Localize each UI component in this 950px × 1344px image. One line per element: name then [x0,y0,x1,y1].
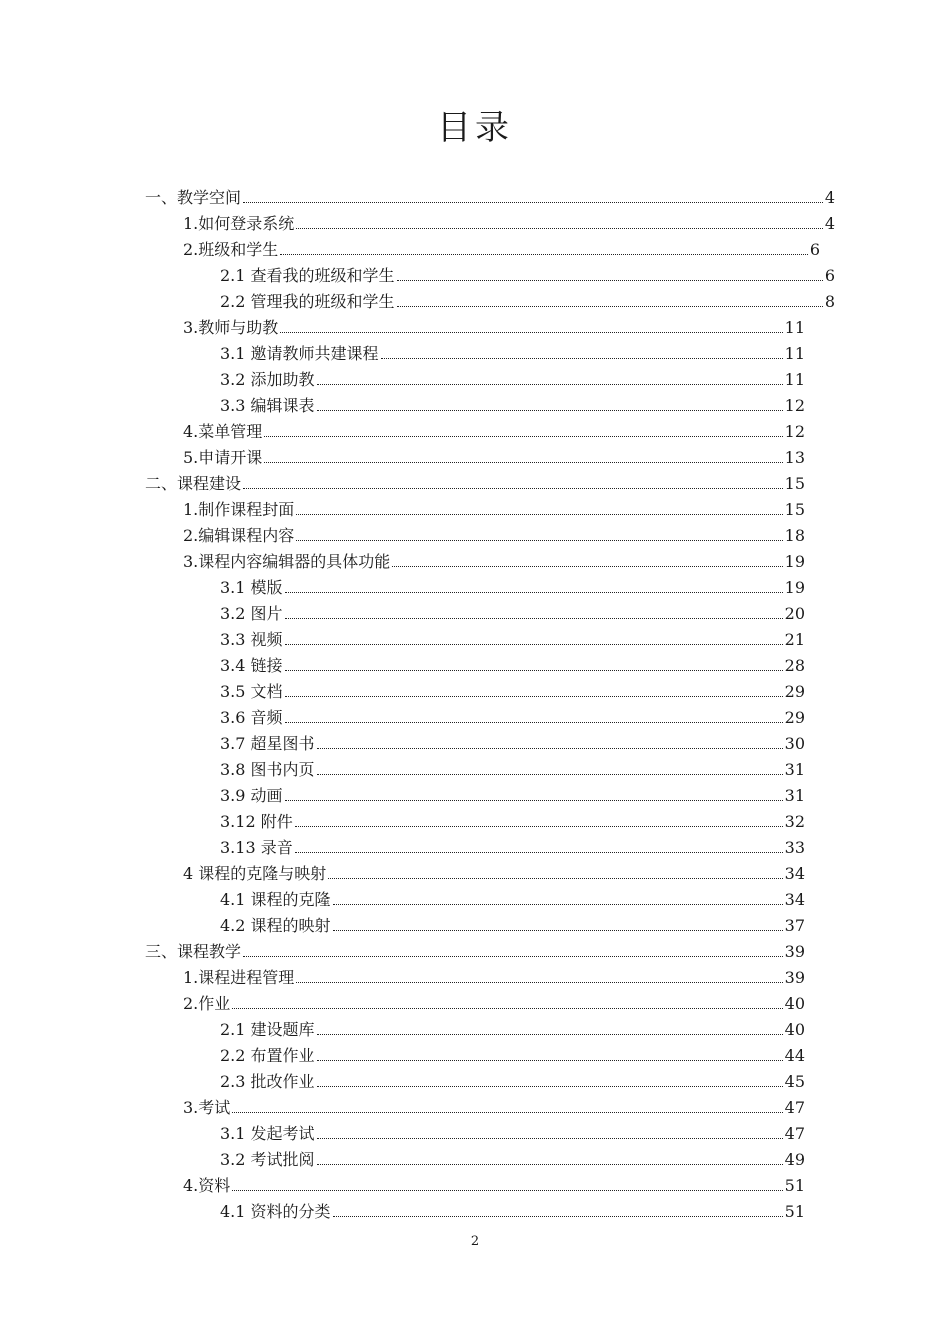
page-number: 2 [470,1234,480,1249]
toc-entry[interactable] [220,910,805,936]
toc-entry-page: 44 [784,1046,805,1065]
toc-leader-dots [285,618,783,619]
toc-entry[interactable] [220,832,805,858]
toc-entry-label: 3.1 模版 [220,578,283,597]
toc-entry[interactable] [183,442,805,468]
toc-entry-page: 15 [784,474,805,493]
toc-entry[interactable] [183,312,805,338]
toc-leader-dots [296,540,782,541]
toc-entry-page: 15 [784,500,805,519]
toc-leader-dots [232,1112,782,1113]
toc-entry[interactable] [183,416,805,442]
toc-leader-dots [381,358,783,359]
toc-leader-dots [317,1086,783,1087]
toc-entry-page: 11 [784,344,805,363]
toc-entry-page: 33 [784,838,805,857]
toc-entry[interactable] [220,702,805,728]
toc-leader-dots [317,1060,783,1061]
toc-entry-label: 2.编辑课程内容 [183,526,295,545]
toc-entry-label: 2.1 查看我的班级和学生 [220,266,395,285]
toc-entry-label: 3.4 链接 [220,656,283,675]
toc-leader-dots [296,982,782,983]
toc-entry-label: 3.9 动画 [220,786,283,805]
toc-entry[interactable] [183,1092,805,1118]
toc-entry[interactable] [220,338,805,364]
toc-entry-page: 28 [784,656,805,675]
toc-entry-label: 1.课程进程管理 [183,968,295,987]
toc-entry-page: 20 [784,604,805,623]
toc-entry[interactable] [220,624,805,650]
toc-entry-label: 3.3 编辑课表 [220,396,315,415]
toc-leader-dots [317,410,783,411]
toc-entry-page: 31 [784,760,805,779]
toc-leader-dots [295,852,783,853]
toc-leader-dots [333,904,783,905]
toc-leader-dots [285,670,783,671]
toc-entry-label: 4 课程的克隆与映射 [183,864,327,883]
toc-entry-page: 19 [784,578,805,597]
toc-leader-dots [392,566,782,567]
toc-entry-label: 3.8 图书内页 [220,760,315,779]
toc-entry-label: 3.3 视频 [220,630,283,649]
toc-entry-label: 5.申请开课 [183,448,263,467]
toc-entry-label: 3.5 文档 [220,682,283,701]
toc-entry-page: 12 [784,396,805,415]
toc-entry[interactable] [183,988,805,1014]
toc-entry[interactable] [183,494,805,520]
toc-entry-page: 18 [784,526,805,545]
toc-entry[interactable] [220,806,805,832]
toc-leader-dots [333,930,783,931]
toc-leader-dots [296,514,782,515]
toc-entry[interactable] [220,676,805,702]
toc-entry[interactable] [220,1118,805,1144]
toc-leader-dots [317,748,783,749]
toc-entry-label: 3.2 考试批阅 [220,1150,315,1169]
toc-leader-dots [397,306,823,307]
toc-entry[interactable] [220,1014,805,1040]
toc-entry-label: 1.如何登录系统 [183,214,295,233]
toc-entry-page: 39 [784,968,805,987]
toc-entry[interactable] [183,1170,805,1196]
toc-entry-label: 1.制作课程封面 [183,500,295,519]
toc-entry-label: 2.班级和学生 [183,240,279,259]
toc-entry-page: 8 [824,292,835,311]
toc-leader-dots [285,696,783,697]
toc-entry-label: 3.13 录音 [220,838,293,857]
toc-leader-dots [285,592,783,593]
toc-entry-label: 2.1 建设题库 [220,1020,315,1039]
toc-entry-page: 6 [809,240,820,259]
toc-entry[interactable] [220,260,835,286]
toc-entry[interactable] [183,208,835,234]
toc-leader-dots [264,436,782,437]
toc-entry-page: 34 [784,864,805,883]
toc-leader-dots [397,280,823,281]
toc-entry[interactable] [220,1040,805,1066]
toc-leader-dots [232,1190,782,1191]
toc-leader-dots [333,1216,783,1217]
toc-entry-label: 三、课程教学 [145,942,242,961]
toc-entry[interactable] [220,364,805,390]
toc-entry[interactable] [220,390,805,416]
toc-entry-page: 40 [784,1020,805,1039]
toc-leader-dots [264,462,782,463]
toc-entry[interactable] [145,468,805,494]
toc-leader-dots [285,722,783,723]
toc-leader-dots [328,878,782,879]
toc-leader-dots [317,1138,783,1139]
toc-entry-page: 39 [784,942,805,961]
toc-entry-label: 3.考试 [183,1098,231,1117]
toc-leader-dots [243,488,783,489]
toc-entry-page: 11 [784,318,805,337]
toc-entry-label: 2.2 布置作业 [220,1046,315,1065]
toc-entry-page: 4 [824,214,835,233]
toc-entry[interactable] [220,884,805,910]
toc-entry-page: 47 [784,1124,805,1143]
toc-entry-page: 30 [784,734,805,753]
toc-entry-page: 12 [784,422,805,441]
toc-entry-page: 45 [784,1072,805,1091]
toc-entry-label: 3.12 附件 [220,812,293,831]
toc-entry-page: 29 [784,682,805,701]
toc-entry-label: 3.1 发起考试 [220,1124,315,1143]
toc-entry[interactable] [145,936,805,962]
toc-entry-page: 51 [784,1176,805,1195]
toc-entry-label: 4.菜单管理 [183,422,263,441]
toc-entry-page: 19 [784,552,805,571]
toc-entry-page: 32 [784,812,805,831]
toc-leader-dots [317,774,783,775]
toc-entry-page: 47 [784,1098,805,1117]
toc-entry[interactable] [183,858,805,884]
toc-leader-dots [280,332,782,333]
toc-entry[interactable] [220,780,805,806]
toc-entry-page: 49 [784,1150,805,1169]
toc-leader-dots [285,800,783,801]
toc-entry-label: 3.2 添加助教 [220,370,315,389]
toc-leader-dots [295,826,783,827]
toc-leader-dots [243,956,783,957]
toc-entry[interactable] [220,1066,805,1092]
toc-entry-label: 2.2 管理我的班级和学生 [220,292,395,311]
toc-leader-dots [243,202,823,203]
toc-entry-label: 3.教师与助教 [183,318,279,337]
toc-entry-page: 40 [784,994,805,1013]
toc-entry-label: 二、课程建设 [145,474,242,493]
toc-entry[interactable] [220,1196,805,1222]
toc-entry-label: 2.3 批改作业 [220,1072,315,1091]
toc-entry-label: 3.课程内容编辑器的具体功能 [183,552,391,571]
toc-entry-label: 2.作业 [183,994,231,1013]
toc-entry[interactable] [220,728,805,754]
toc-entry-label: 3.6 音频 [220,708,283,727]
toc-entry-page: 21 [784,630,805,649]
toc-entry-page: 51 [784,1202,805,1221]
toc-entry-page: 6 [824,266,835,285]
toc-leader-dots [285,644,783,645]
toc-entry[interactable] [183,234,820,260]
page-title: 目录 [437,108,513,148]
toc-entry[interactable] [220,286,835,312]
toc-entry-label: 4.1 课程的克隆 [220,890,331,909]
toc-entry-page: 37 [784,916,805,935]
toc-leader-dots [317,1034,783,1035]
toc-entry[interactable] [183,546,805,572]
toc-leader-dots [280,254,808,255]
toc-entry-label: 3.1 邀请教师共建课程 [220,344,379,363]
toc-entry-label: 4.2 课程的映射 [220,916,331,935]
toc-entry-label: 3.2 图片 [220,604,283,623]
toc-entry[interactable] [220,650,805,676]
toc-entry-page: 29 [784,708,805,727]
toc-leader-dots [317,384,783,385]
toc-leader-dots [232,1008,782,1009]
toc-entry-page: 4 [824,188,835,207]
toc-entry-label: 一、教学空间 [145,188,242,207]
toc-leader-dots [296,228,823,229]
toc-entry-page: 13 [784,448,805,467]
toc-entry[interactable] [220,572,805,598]
toc-entry[interactable] [220,598,805,624]
toc-entry[interactable] [145,182,835,208]
toc-entry-page: 11 [784,370,805,389]
toc-entry[interactable] [183,520,805,546]
toc-leader-dots [317,1164,783,1165]
toc-entry[interactable] [220,754,805,780]
toc-entry[interactable] [220,1144,805,1170]
toc-entry-page: 31 [784,786,805,805]
toc-entry-page: 34 [784,890,805,909]
toc-entry[interactable] [183,962,805,988]
toc-entry-label: 3.7 超星图书 [220,734,315,753]
toc-entry-label: 4.资料 [183,1176,231,1195]
toc-entry-label: 4.1 资料的分类 [220,1202,331,1221]
